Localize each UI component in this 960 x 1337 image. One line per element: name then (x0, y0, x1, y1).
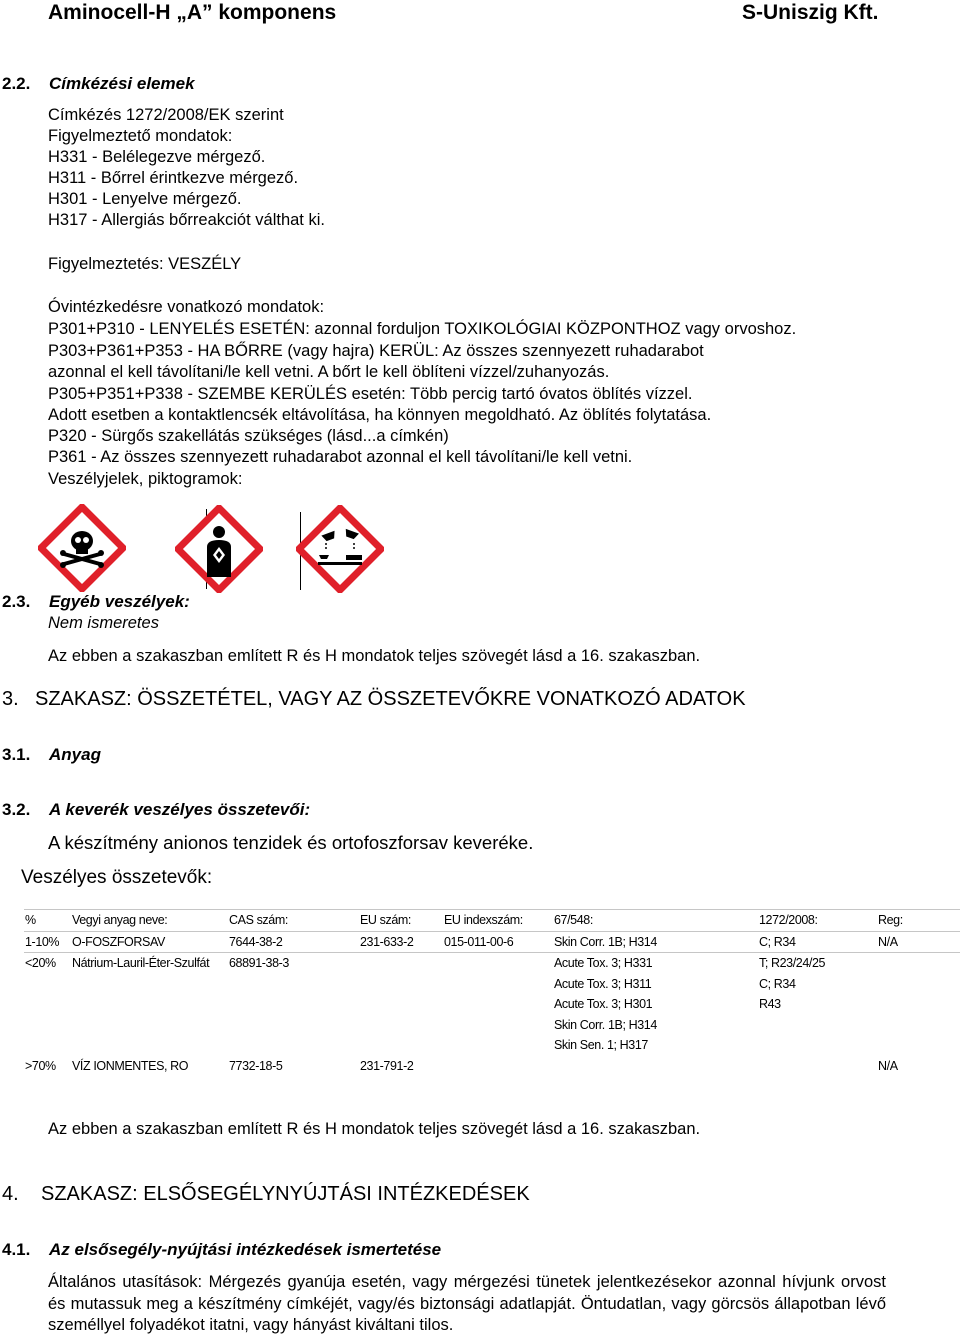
components-table (24, 909, 960, 1076)
table-cell (758, 1015, 877, 1036)
column-header: EU szám: (359, 910, 443, 932)
table-cell: Skin Corr. 1B; H314 (553, 931, 758, 953)
hazard-statement: H301 - Lenyelve mérgező. (48, 190, 242, 208)
table-cell (24, 994, 71, 1015)
table-cell (443, 953, 553, 974)
table-cell: T; R23/24/25 (759, 956, 826, 971)
table-cell: Acute Tox. 3; H331 (554, 956, 653, 971)
label-line: Címkézés 1272/2008/EK szerint (48, 106, 284, 124)
table-cell (877, 1015, 960, 1036)
table-cell: Acute Tox. 3; H301 (554, 997, 653, 1012)
section-2-3-title: Egyéb veszélyek: (49, 592, 190, 611)
table-cell: N/A (878, 1058, 898, 1073)
table-cell: 7644-38-2 (228, 931, 359, 953)
table-header-row (24, 910, 960, 932)
table-cell (359, 994, 443, 1015)
table-row (24, 974, 960, 995)
precaution-statement: Adott esetben a kontaktlencsék eltávolítása, ha könnyen megoldható. Az öblítés folytatása. (48, 406, 712, 424)
section-4-title: SZAKASZ: ELSŐSEGÉLYNYÚJTÁSI INTÉZKEDÉSEK (41, 1183, 530, 1205)
column-header: % (24, 910, 71, 932)
precaution-statement: P301+P310 - LENYELÉS ESETÉN: azonnal forduljon TOXIKOLÓGIAI KÖZPONTHOZ vagy orvoshoz. (48, 320, 797, 338)
section-4-number: 4. (2, 1183, 19, 1205)
table-cell: 015-011-00-6 (443, 931, 553, 953)
first-aid-general-text: Általános utasítások: Mérgezés gyanúja esetén, vagy mérgezési tünetek jelentkezésekor azonnal hívjunk orvost és mutassuk meg a készítmény címkéjét, vagy/és biztonsági adatlapját. Öntudatlan, vagy görcsös állapotban lévő személlyel folyadékot itatni, vagy hányást kiváltani tilos. (48, 1273, 886, 1334)
section-2-2-title: Címkézési elemek (49, 74, 195, 93)
table-cell (228, 994, 359, 1015)
column-header: Reg: (877, 910, 960, 932)
precaution-statement: P303+P361+P353 - HA BŐRRE (vagy hajra) KERÜL: Az összes szennyezett ruhadarabot (48, 342, 704, 360)
table-cell (24, 1015, 71, 1036)
table-cell (71, 1035, 228, 1056)
table-cell: 68891-38-3 (229, 956, 289, 971)
hazard-statement: H331 - Belélegezve mérgező. (48, 148, 266, 166)
column-header: 67/548: (553, 910, 758, 932)
table-cell: 231-633-2 (359, 931, 443, 953)
table-cell: Skin Sen. 1; H317 (554, 1038, 648, 1053)
table-cell (877, 974, 960, 995)
table-cell (553, 1056, 758, 1077)
precaution-statement: P320 - Sürgős szakellátás szükséges (lásd...a címkén) (48, 427, 449, 445)
section-3-1-number: 3.1. (2, 745, 31, 764)
company-name: S-Uniszig Kft. (742, 1, 879, 24)
section-note: Az ebben a szakaszban említett R és H mondatok teljes szövegét lásd a 16. szakaszban. (48, 1120, 701, 1138)
table-cell (877, 1035, 960, 1056)
table-cell: Skin Corr. 1B; H314 (554, 1017, 657, 1032)
column-header: Vegyi anyag neve: (71, 910, 228, 932)
table-cell (877, 994, 960, 1015)
table-cell: C; R34 (759, 976, 796, 991)
table-row (24, 953, 960, 974)
table-cell: VÍZ IONMENTES, RO (72, 1058, 189, 1073)
table-row (24, 1035, 960, 1056)
table-cell: Acute Tox. 3; H311 (554, 976, 652, 991)
section-2-2-number: 2.2. (2, 74, 31, 93)
table-cell: 231-791-2 (360, 1058, 414, 1073)
corrosion-icon (296, 505, 384, 593)
components-title: Veszélyes összetevők: (21, 867, 213, 888)
table-cell (359, 1035, 443, 1056)
skull-crossbones-icon (38, 504, 126, 592)
section-4-1-number: 4.1. (2, 1240, 31, 1259)
table-cell (359, 953, 443, 974)
table-cell (359, 1015, 443, 1036)
table-cell (71, 1015, 228, 1036)
table-cell (758, 1056, 877, 1077)
label-line: Figyelmeztető mondatok: (48, 127, 233, 145)
table-row (24, 1056, 960, 1077)
health-hazard-icon (175, 505, 263, 593)
table-cell (443, 1035, 553, 1056)
section-note: Az ebben a szakaszban említett R és H mondatok teljes szövegét lásd a 16. szakaszban. (48, 647, 701, 665)
table-cell: 7732-18-5 (229, 1058, 283, 1073)
hazard-statement: H311 - Bőrrel érintkezve mérgező. (48, 169, 299, 187)
table-cell (24, 974, 71, 995)
signal-word: Figyelmeztetés: VESZÉLY (48, 255, 242, 273)
hazard-statement: H317 - Allergiás bőrreakciót válthat ki. (48, 211, 325, 229)
mixture-description: A készítmény anionos tenzidek és ortofoszforsav keveréke. (48, 832, 534, 853)
precaution-header: Óvintézkedésre vonatkozó mondatok: (48, 298, 325, 316)
table-cell (24, 1035, 71, 1056)
table-cell (443, 1015, 553, 1036)
table-row (24, 1015, 960, 1036)
table-cell (877, 953, 960, 974)
table-cell (443, 1056, 553, 1077)
table-cell (443, 974, 553, 995)
table-cell: <20% (25, 956, 56, 971)
pictograms-label: Veszélyjelek, piktogramok: (48, 470, 243, 488)
table-cell (228, 1015, 359, 1036)
section-3-title: SZAKASZ: ÖSSZETÉTEL, VAGY AZ ÖSSZETEVŐKRE VONATKOZÓ ADATOK (35, 688, 746, 710)
table-cell: Nátrium-Lauril-Éter-Szulfát (72, 956, 210, 971)
table-cell (228, 974, 359, 995)
product-name: Aminocell-H „A” komponens (48, 1, 337, 24)
table-cell (71, 974, 228, 995)
column-header: EU indexszám: (443, 910, 553, 932)
table-cell: >70% (25, 1058, 56, 1073)
table-cell (359, 974, 443, 995)
column-header: 1272/2008: (758, 910, 877, 932)
table-cell: O-FOSZFORSAV (71, 931, 228, 953)
section-2-3-number: 2.3. (2, 592, 31, 611)
precaution-statement: azonnal el kell távolítani/le kell vetni. A bőrt le kell öblíteni vízzel/zuhanyozás. (48, 363, 610, 381)
table-row (24, 994, 960, 1015)
table-cell: N/A (877, 931, 960, 953)
table-cell (758, 1035, 877, 1056)
column-header: CAS szám: (228, 910, 359, 932)
other-hazards-text: Nem ismeretes (48, 614, 159, 632)
section-4-1-title: Az elsősegély-nyújtási intézkedések ismertetése (49, 1240, 442, 1259)
table-row (24, 931, 960, 953)
section-3-1-title: Anyag (49, 745, 101, 764)
precaution-statement: P361 - Az összes szennyezett ruhadarabot azonnal el kell távolítani/le kell vetni. (48, 448, 633, 466)
table-cell: 1-10% (24, 931, 71, 953)
table-cell: R43 (759, 997, 781, 1012)
table-cell (228, 1035, 359, 1056)
section-3-number: 3. (2, 688, 19, 710)
section-3-2-number: 3.2. (2, 800, 31, 819)
precaution-statement: P305+P351+P338 - SZEMBE KERÜLÉS esetén: Több percig tartó óvatos öblítés vízzel. (48, 385, 693, 403)
table-cell (71, 994, 228, 1015)
table-cell (443, 994, 553, 1015)
table-cell: C; R34 (758, 931, 877, 953)
section-3-2-title: A keverék veszélyes összetevői: (49, 800, 311, 819)
